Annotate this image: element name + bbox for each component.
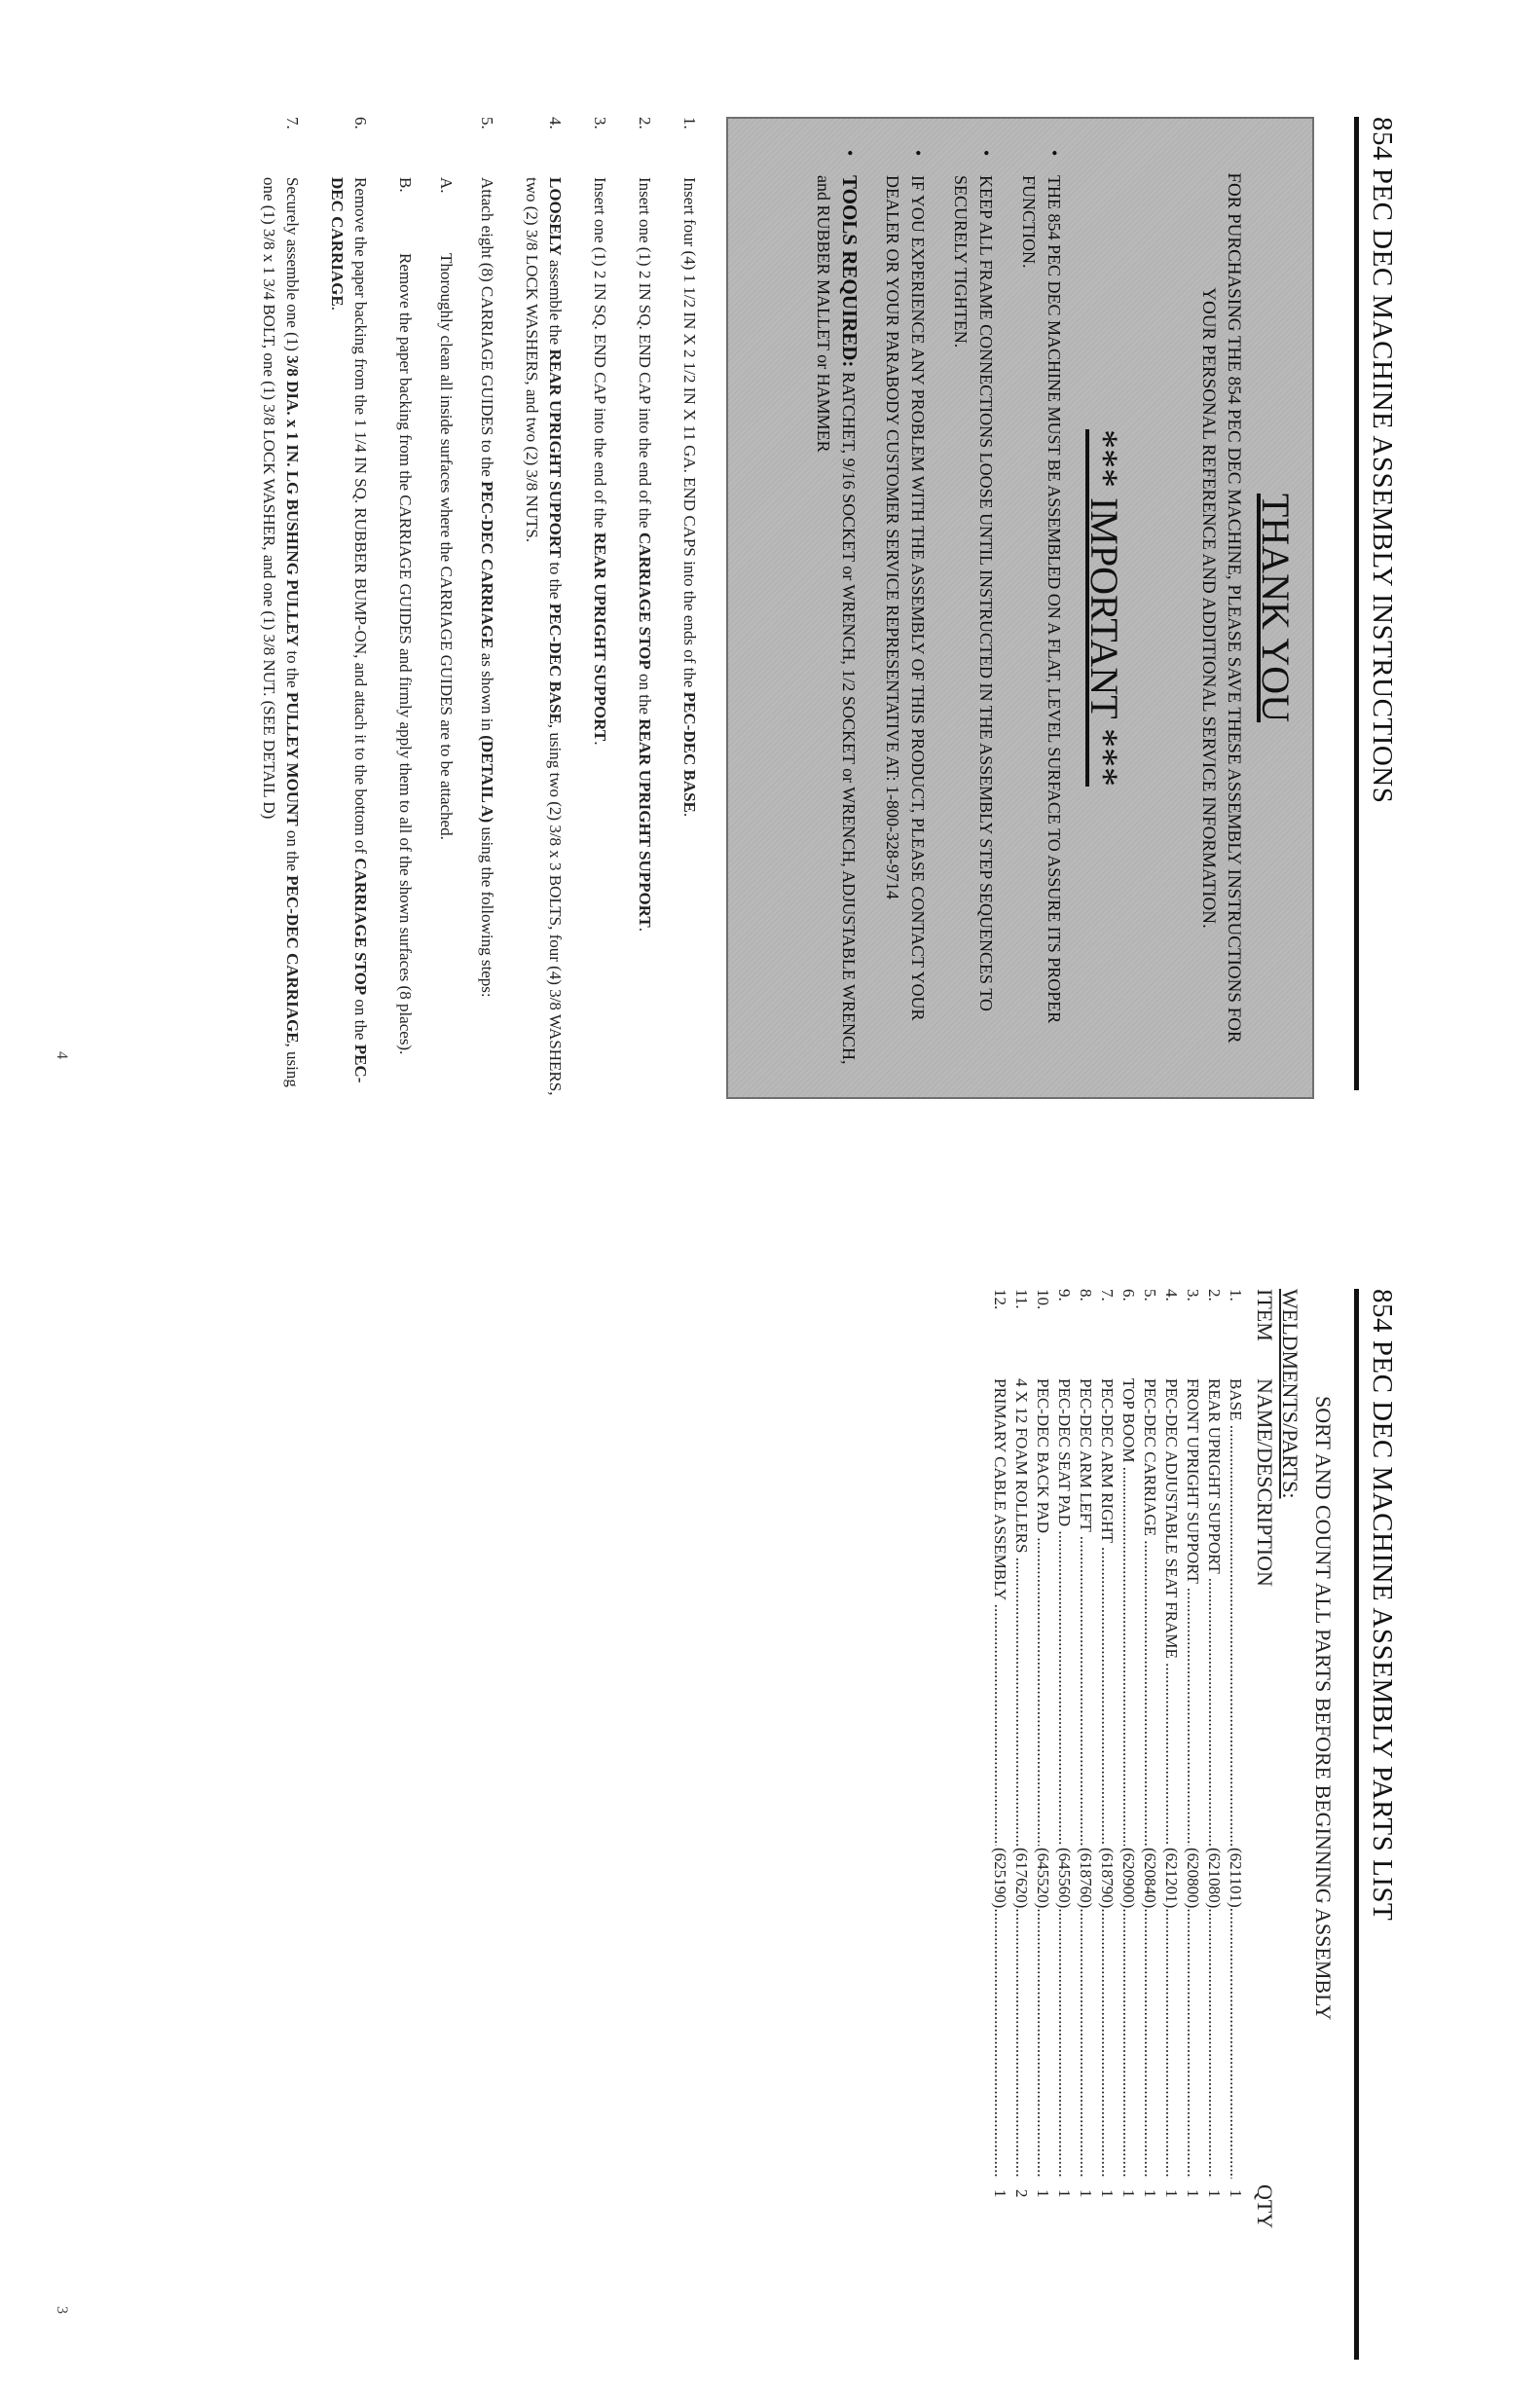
step-7 [257,117,304,1110]
part-name: PEC-DEC ADJUSTABLE SEAT FRAME ..... [1160,1378,1182,1846]
part-item: 11. [1012,1289,1031,1309]
table-row [1203,1289,1225,2223]
title-rule [1354,1289,1359,2360]
tools-required [811,150,862,1075]
bullet-icon: • [1045,150,1064,157]
table-row [1075,1289,1096,2223]
title-rule [1354,117,1359,1090]
part-qty: 1 [991,2189,1009,2198]
step-number: 7. [283,117,302,129]
bullet-icon: • [840,150,860,157]
part-name: PEC-DEC SEAT PAD ..... [1053,1378,1075,1846]
page-number: 4 [54,1051,70,1059]
column-header-qty: QTY [1253,2184,1277,2229]
important-heading: *** IMPORTANT *** [1082,428,1126,787]
part-code: (621101) ..... [1225,1848,1246,2179]
important-item-text: THE 854 PEC DEC MACHINE MUST BE ASSEMBLED ON A FLAT, LEVEL SURFACE TO ASSURE ITS PROPER FUNCTION. [1019,175,1064,1024]
table-row [1118,1289,1139,2223]
step-bold: CARRIAGE STOP [351,858,370,996]
step-text: on the [351,999,370,1041]
part-item: 1. [1227,1289,1245,1301]
parts-table [989,1289,1246,2223]
step-text: Insert one (1) 2 IN SQ. END CAP into the end of the [591,177,609,529]
part-item: 3. [1184,1289,1202,1301]
table-row [1139,1289,1160,2223]
step-text: to the [546,562,565,600]
step-bold: PEC-DEC CARRIAGE [478,481,496,649]
notice-box [726,117,1314,1099]
table-row [989,1289,1010,2223]
part-qty: 1 [1119,2189,1138,2198]
part-item: 8. [1077,1289,1095,1301]
substep-letter: B. [396,177,415,193]
step-number: 4. [546,117,565,129]
step-4 [520,117,567,1110]
part-code: (618790) ..... [1096,1848,1118,2179]
part-item: 7. [1098,1289,1117,1301]
part-name: TOP BOOM ..... [1118,1378,1139,1846]
part-name: 4 X 12 FOAM ROLLERS ..... [1010,1378,1032,1846]
table-row [1053,1289,1075,2223]
step-text: Remove the paper backing from the 1 1/4 IN SQ. RUBBER BUMP-ON, and attach it to the bottom of [351,177,370,855]
page-title: 854 PEC DEC MACHINE ASSEMBLY INSTRUCTIONS [1367,117,1398,804]
part-qty: 1 [1098,2189,1117,2198]
step-bold: CARRIAGE STOP [636,532,654,670]
important-item [880,150,931,1075]
part-code: (618760) ..... [1075,1848,1096,2179]
step-number: 1. [680,117,699,129]
part-qty: 1 [1034,2189,1052,2198]
substep-letter: A. [437,177,456,194]
table-row [1096,1289,1118,2223]
part-code: (645520) ..... [1032,1848,1053,2179]
thank-you-text: FOR PURCHASING THE 854 PEC DEC MACHINE, PLEASE SAVE THESE ASSEMBLY INSTRUCTIONS FOR YOUR PERSONAL REFERENCE AND ADDITIONAL SERVICE INFORMATION. [1198,172,1244,1044]
part-qty: 1 [1077,2189,1095,2198]
part-qty: 1 [1141,2189,1159,2198]
step-bold: (DETAIL A) [478,735,496,824]
part-name: PEC-DEC BACK PAD ..... [1032,1378,1053,1846]
part-code: (620800) ..... [1182,1848,1203,2179]
bullet-icon: • [908,150,928,157]
important-item-text: KEEP ALL FRAME CONNECTIONS LOOSE UNTIL INSTRUCTED IN THE ASSEMBLY STEP SEQUENCES TO SECURELY TIGHTEN. [951,175,996,1011]
page-subtitle: SORT AND COUNT ALL PARTS BEFORE BEGINNING ASSEMBLY [1311,1396,1336,2021]
step-text: Securely assemble one (1) [283,177,302,351]
step-text: using the following steps: [478,826,496,998]
part-name: PEC-DEC CARRIAGE ..... [1139,1378,1160,1846]
step-text: as shown in [478,652,496,731]
step-1 [678,117,701,1110]
part-item: 9. [1055,1289,1074,1301]
table-row [1010,1289,1032,2223]
section-heading: WELDMENTS/PARTS: [1278,1289,1302,1499]
part-code: (620840) ..... [1139,1848,1160,2179]
part-code: (617620) ..... [1010,1848,1032,2179]
step-bold: REAR UPRIGHT SUPPORT [591,532,609,742]
step-end: . [328,306,347,311]
substep-text: Thoroughly clean all inside surfaces where the CARRIAGE GUIDES are to be attached. [437,253,456,840]
important-item [948,150,999,1075]
page-title: 854 PEC DEC MACHINE ASSEMBLY PARTS LIST [1367,1289,1398,1922]
step-bold: REAR UPRIGHT SUPPORT [636,718,654,928]
step-bold: PEC-DEC BASE [546,603,565,724]
step-text: on the [283,829,302,871]
table-row [1182,1289,1203,2223]
step-2 [633,117,656,1110]
step-text: Attach eight (8) CARRIAGE GUIDES to the [478,177,496,477]
step-bold: PEC-DEC CARRIAGE [283,875,302,1044]
part-item: 6. [1119,1289,1138,1301]
part-code: (625190) ..... [989,1848,1010,2179]
important-item [1016,150,1067,1075]
table-row [1160,1289,1182,2223]
important-list [793,150,1067,1075]
column-header-name: NAME/DESCRIPTION [1253,1378,1277,1587]
step-text: , using one (1) 3/8 x 1 3/4 BOLT, one (1) 3/8 LOCK WASHER, and one (1) 3/8 NUT. (SEE DETAIL D) [260,177,302,1087]
part-code: (620900) ..... [1118,1848,1139,2179]
step-number: 6. [351,117,370,129]
part-name: PEC-DEC ARM RIGHT ..... [1096,1378,1118,1846]
part-name: PRIMARY CABLE ASSEMBLY ..... [989,1378,1010,1846]
part-qty: 1 [1205,2189,1224,2198]
tools-label: TOOLS REQUIRED: [838,175,862,368]
table-row [1032,1289,1053,2223]
part-item: 2. [1205,1289,1224,1301]
part-qty: 1 [1227,2189,1245,2198]
part-code: (621201) ..... [1160,1848,1182,2179]
part-item: 4. [1162,1289,1181,1301]
important-item-text: IF YOU EXPERIENCE ANY PROBLEM WITH THE ASSEMBLY OF THIS PRODUCT, PLEASE CONTACT YOUR DEALER OR YOUR PARABODY CUSTOMER SERVICE REPRESENTATIVE AT: 1-800-328-9714 [883,175,928,1021]
step-number: 5. [478,117,496,129]
step-number: 2. [636,117,654,129]
part-name: BASE ..... [1225,1378,1246,1846]
step-text: Insert four (4) 1 1/2 IN X 2 1/2 IN X 11 GA. END CAPS into the ends of the [680,177,699,688]
part-code: (621080) ..... [1203,1848,1225,2179]
substep-b [393,177,417,1110]
table-row [1225,1289,1246,2223]
step-number: 3. [591,117,609,129]
part-name: PEC-DEC ARM LEFT ..... [1075,1378,1096,1846]
step-5 [393,117,498,1110]
part-item: 10. [1034,1289,1052,1310]
step-6 [325,117,372,1110]
step-bold: PULLEY MOUNT [283,691,302,826]
step-end: . [680,812,699,818]
step-end: . [591,741,609,746]
part-item: 12. [991,1289,1009,1310]
step-end: . [636,927,654,932]
step-text: Insert one (1) 2 IN SQ. END CAP into the end of the [636,177,654,529]
step-bold: REAR UPRIGHT SUPPORT [546,348,565,558]
column-header-item: ITEM [1253,1289,1277,1341]
thank-you-heading: THANK YOU [1254,493,1298,723]
bullet-icon: • [976,150,996,157]
step-3 [588,117,611,1110]
step-bold: PEC-DEC BASE [680,691,699,813]
part-qty: 2 [1012,2189,1031,2198]
step-text: on the [636,673,654,715]
part-qty: 1 [1162,2189,1181,2198]
substep-text: Remove the paper backing from the CARRIAGE GUIDES and firmly apply them to all of the shown surfaces (8 places). [396,253,415,1055]
step-bold: LOOSELY [546,177,565,256]
page-number: 3 [54,2306,70,2314]
step-text: to the [283,650,302,688]
part-qty: 1 [1055,2189,1074,2198]
part-name: REAR UPRIGHT SUPPORT ..... [1203,1378,1225,1846]
tools-text: RATCHET, 9/16 SOCKET or WRENCH, 1/2 SOCKET or WRENCH, ADJUSTABLE WRENCH, and RUBBER MALLET or HAMMER [814,175,859,1065]
parts-list-page [0,1192,1540,2383]
step-text: assemble the [546,259,565,346]
part-name: FRONT UPRIGHT SUPPORT ..... [1182,1378,1203,1846]
part-qty: 1 [1184,2189,1202,2198]
step-bold: 3/8 DIA. x 1 IN. LG BUSHING PULLEY [283,355,302,647]
part-code: (645560) ..... [1053,1848,1075,2179]
substep-a [434,177,458,1110]
assembly-steps [236,117,701,1110]
part-item: 5. [1141,1289,1159,1301]
step-bold: PEC-DEC CARRIAGE [328,177,370,1083]
step-text: , using two (2) 3/8 x 3 BOLTS, four (4) 3/8 WASHERS, two (2) 3/8 LOCK WASHERS, and two (2) 3/8 NUTS. [523,177,565,1096]
